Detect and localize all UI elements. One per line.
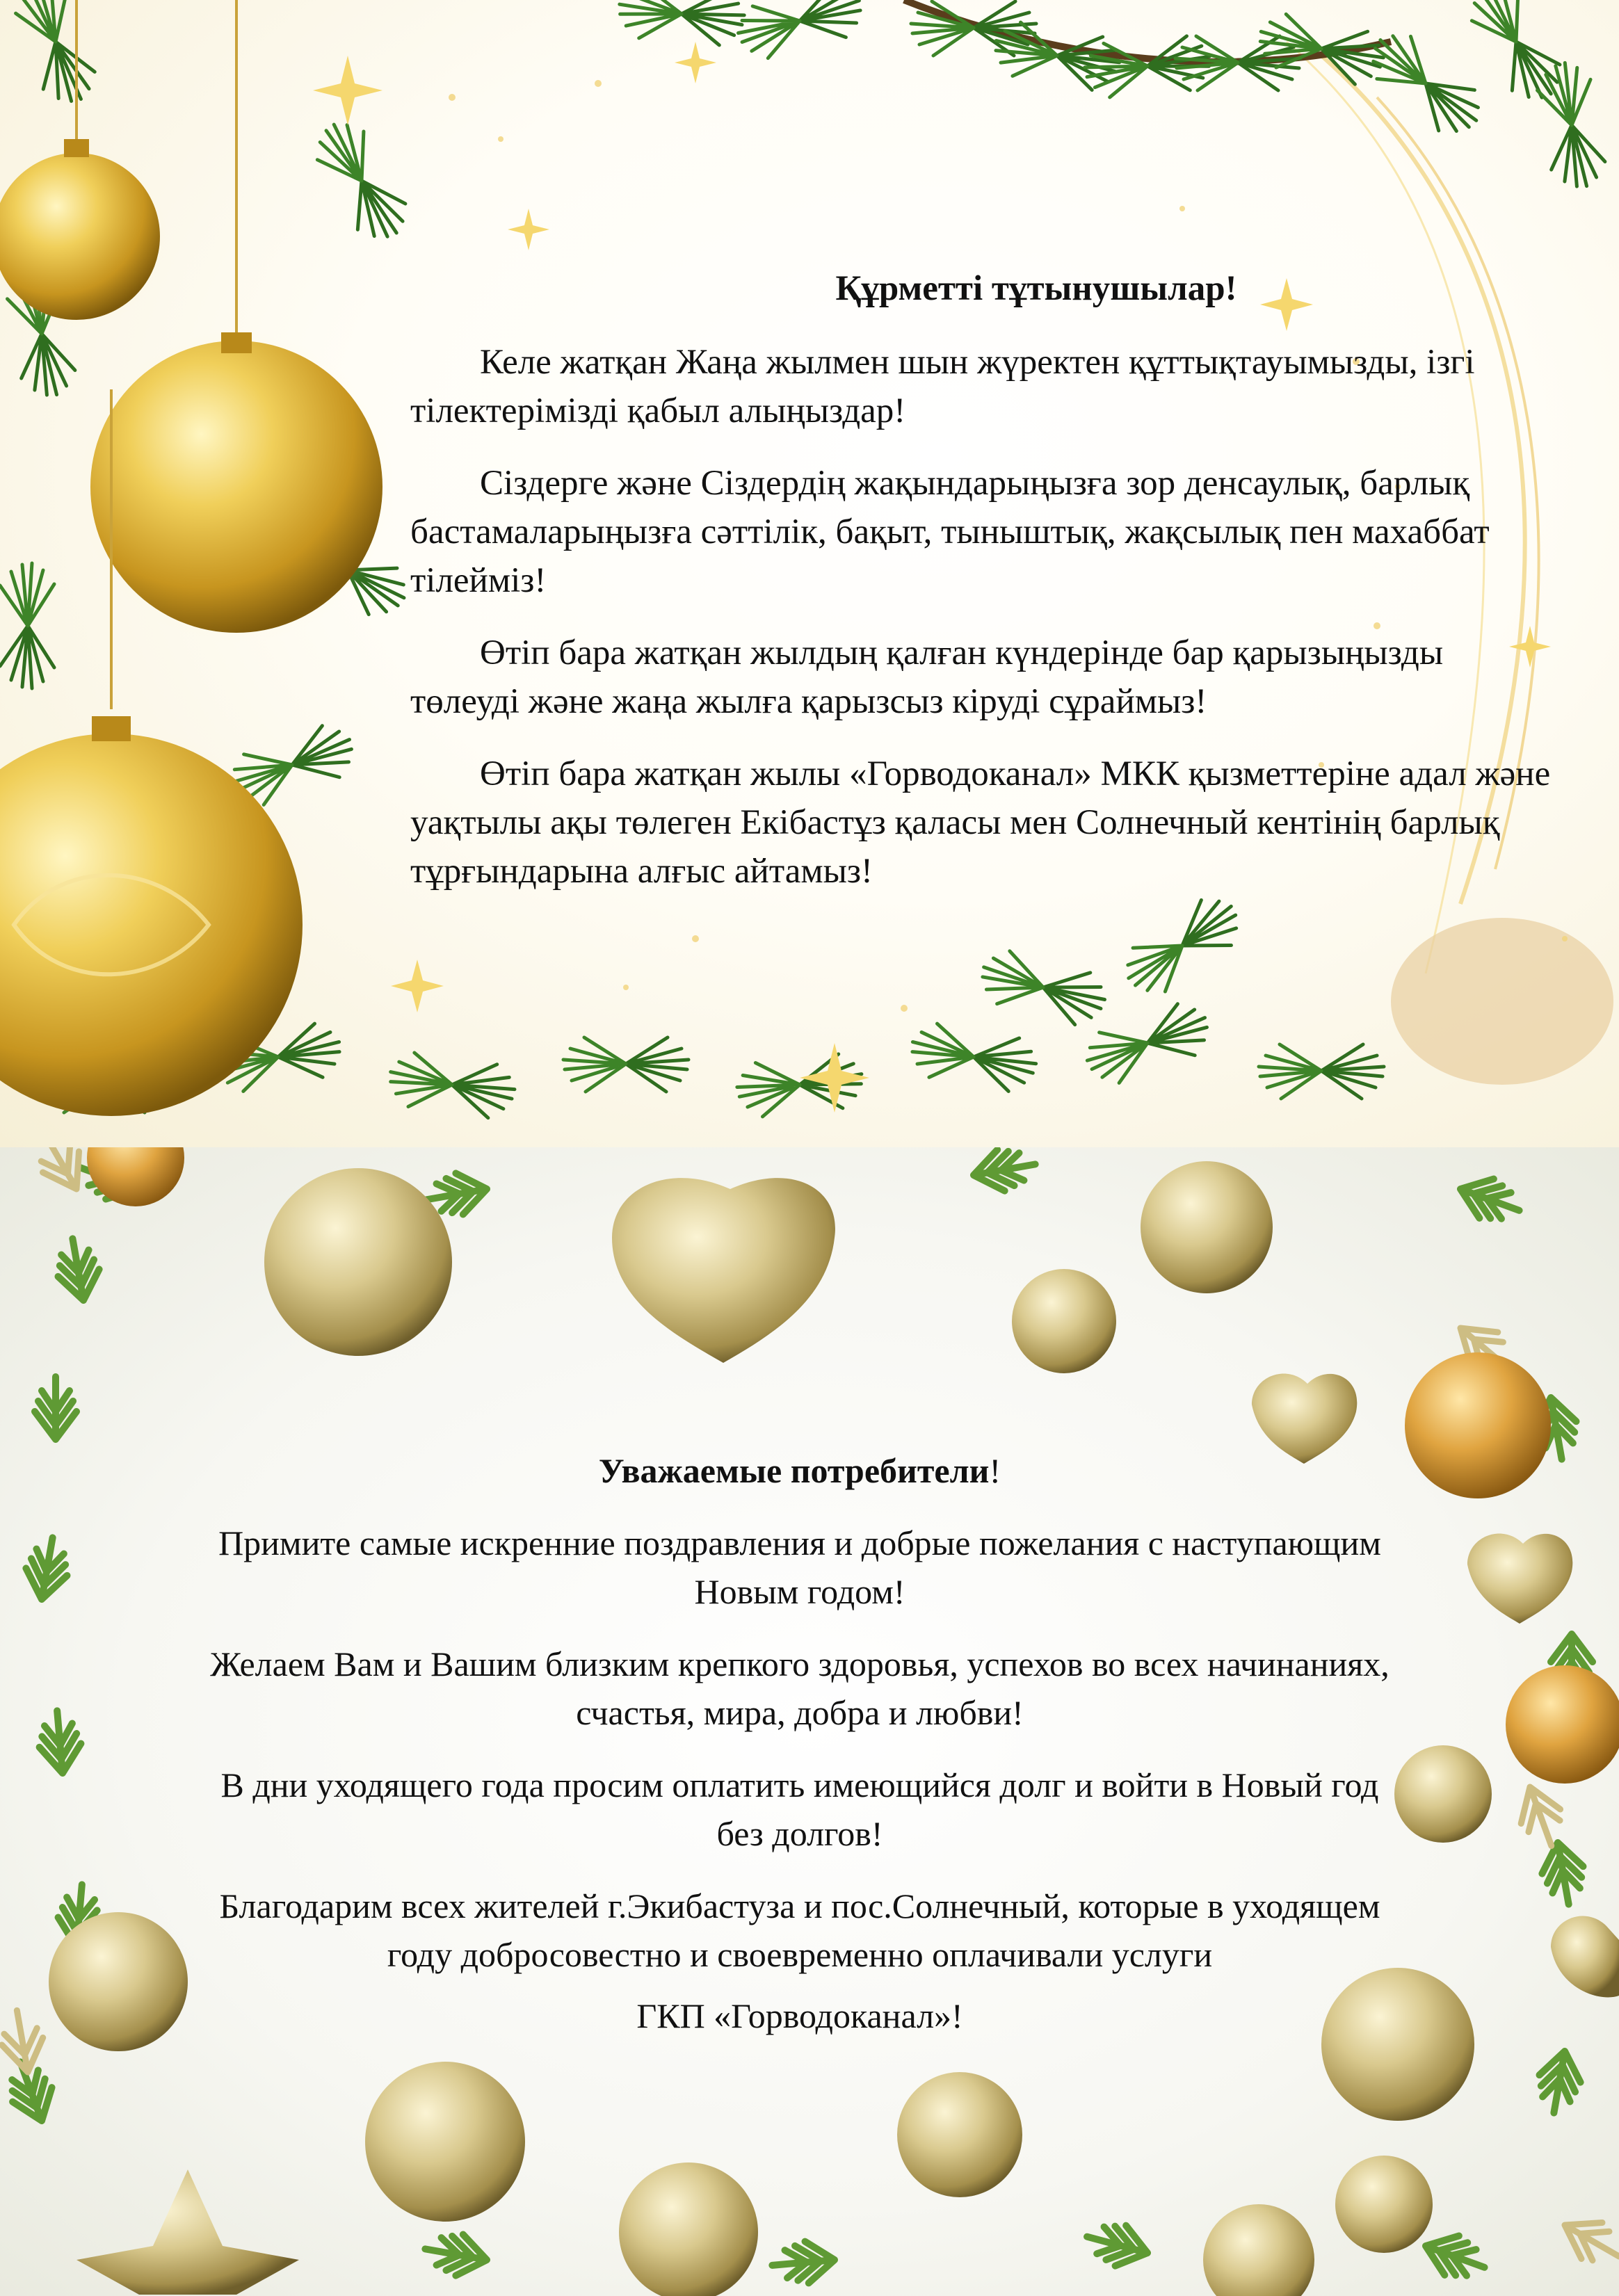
kazakh-letter [410,264,1551,919]
glitter-heart-icon [1467,1534,1572,1624]
glitter-star-icon [76,2169,299,2295]
glitter-heart-icon [1551,1916,1619,1998]
russian-paragraph: Благодарим всех жителей г.Экибастуза и пос.Солнечный, которые в уходящем году добросовестно и своевременно оплачивали услуги [219,1886,1380,1974]
kazakh-heading: Құрметті тұтынушылар! [835,269,1237,308]
russian-heading: Уважаемые потребители! [598,1451,1001,1490]
glitter-bauble-icon [264,1168,452,1356]
kazakh-paragraph: Өтіп бара жатқан жылы «Горводоканал» МКК қызметтеріне адал және уақтылы ақы төлеген Екібастұз қаласы мен Солнечный кентінің барлық тұрғындарына алғыс айтамыз! [410,754,1551,891]
gold-bauble-icon [1506,1665,1619,1784]
glitter-bauble-icon [1203,2204,1314,2296]
glitter-bauble-icon [619,2162,758,2296]
glitter-bauble-icon [1394,1745,1492,1843]
glitter-bauble-icon [1012,1269,1116,1373]
kazakh-paragraph: Сіздерге және Сіздердің жақындарыңызға зор денсаулық, барлық бастамаларыңызға сәттілік, бақыт, тыныштық, жақсылық пен махаббат тілейміз! [410,464,1490,600]
russian-letter [202,1446,1398,2064]
glitter-bauble-icon [897,2072,1022,2197]
gold-bauble-icon [87,1147,184,1206]
gold-bauble-icon [1405,1352,1551,1498]
gold-bauble-icon [0,153,160,320]
russian-paragraph: Примите самые искренние поздравления и добрые пожелания с наступающим Новым годом! [218,1523,1381,1611]
russian-greeting-panel [0,1147,1619,2296]
russian-paragraph: Желаем Вам и Вашим близким крепкого здоровья, успехов во всех начинаниях, счастья, мира, добра и любви! [210,1644,1390,1732]
kazakh-paragraph: Келе жатқан Жаңа жылмен шын жүректен құттықтауымызды, ізгі тілектерімізді қабыл алыңыздар! [410,343,1475,430]
russian-paragraph: В дни уходящего года просим оплатить имеющийся долг и войти в Новый год без долгов! [220,1765,1379,1853]
kazakh-paragraph: Өтіп бара жатқан жылдың қалған күндерінде бар қарызыңызды төлеуді және жаңа жылға қарызсыз кіруді сұраймыз! [410,633,1444,721]
glitter-bauble-icon [365,2062,525,2222]
glitter-bauble-icon [1141,1161,1273,1293]
glitter-heart-icon [612,1178,835,1363]
glitter-bauble-icon [1335,2156,1433,2253]
glitter-bauble-icon [49,1912,188,2051]
gold-ribbon-icon [1391,918,1613,1085]
pine-branch-icon [617,0,1609,192]
gold-bauble-icon [90,341,382,633]
russian-signature: ГКП «Горводоканал»! [636,1996,963,2035]
kazakh-greeting-panel [0,0,1619,1147]
